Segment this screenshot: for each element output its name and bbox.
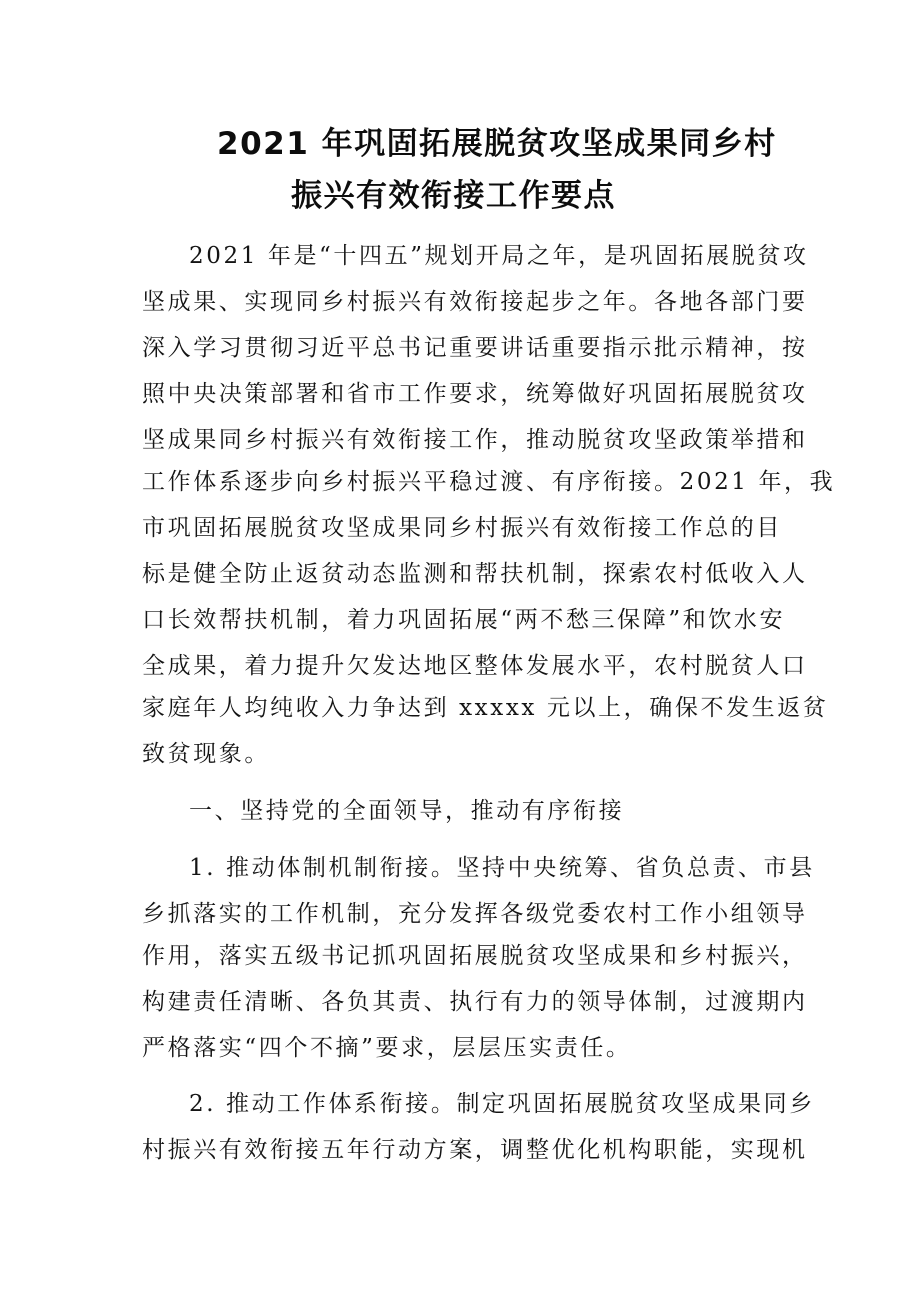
intro-line: 深入学习贯彻习近平总书记重要讲话重要指示批示精神，按 xyxy=(142,335,808,361)
item1-line: 作用，落实五级书记抓巩固拓展脱贫攻坚成果和乡村振兴， xyxy=(142,943,808,969)
intro-line: 致贫现象。 xyxy=(142,741,270,767)
intro-line: 口长效帮扶机制，着力巩固拓展“两不愁三保障”和饮水安 xyxy=(142,607,786,633)
intro-line: 坚成果同乡村振兴有效衔接工作，推动脱贫攻坚政策举措和 xyxy=(142,427,808,453)
document-title-line-1: 2021 年巩固拓展脱贫攻坚成果同乡村 xyxy=(217,126,777,162)
document-title-line-2: 振兴有效衔接工作要点 xyxy=(291,178,616,214)
item1-line: 构建责任清晰、各负其责、执行有力的领导体制，过渡期内 xyxy=(142,989,808,1015)
intro-line: 坚成果、实现同乡村振兴有效衔接起步之年。各地各部门要 xyxy=(142,289,808,315)
item1-line: 1. 推动体制机制衔接。坚持中央统筹、省负总责、市县 xyxy=(189,855,815,881)
intro-line: 家庭年人均纯收入力争达到 xxxxx 元以上，确保不发生返贫 xyxy=(142,695,829,721)
item1-line: 严格落实“四个不摘”要求，层层压实责任。 xyxy=(142,1035,632,1061)
intro-line: 照中央决策部署和省市工作要求，统筹做好巩固拓展脱贫攻 xyxy=(142,381,808,407)
item1-line: 乡抓落实的工作机制，充分发挥各级党委农村工作小组领导 xyxy=(142,901,808,927)
item2-line: 2. 推动工作体系衔接。制定巩固拓展脱贫攻坚成果同乡 xyxy=(189,1091,815,1117)
section-heading: 一、坚持党的全面领导，推动有序衔接 xyxy=(189,798,625,824)
intro-line: 2021 年是“十四五”规划开局之年，是巩固拓展脱贫攻 xyxy=(189,243,809,269)
intro-line: 市巩固拓展脱贫攻坚成果同乡村振兴有效衔接工作总的目 xyxy=(142,515,782,541)
intro-line: 全成果，着力提升欠发达地区整体发展水平，农村脱贫人口 xyxy=(142,653,808,679)
intro-line: 标是健全防止返贫动态监测和帮扶机制，探索农村低收入人 xyxy=(142,561,808,587)
item2-line: 村振兴有效衔接五年行动方案，调整优化机构职能，实现机 xyxy=(142,1137,808,1163)
intro-line: 工作体系逐步向乡村振兴平稳过渡、有序衔接。2021 年，我 xyxy=(142,469,836,495)
